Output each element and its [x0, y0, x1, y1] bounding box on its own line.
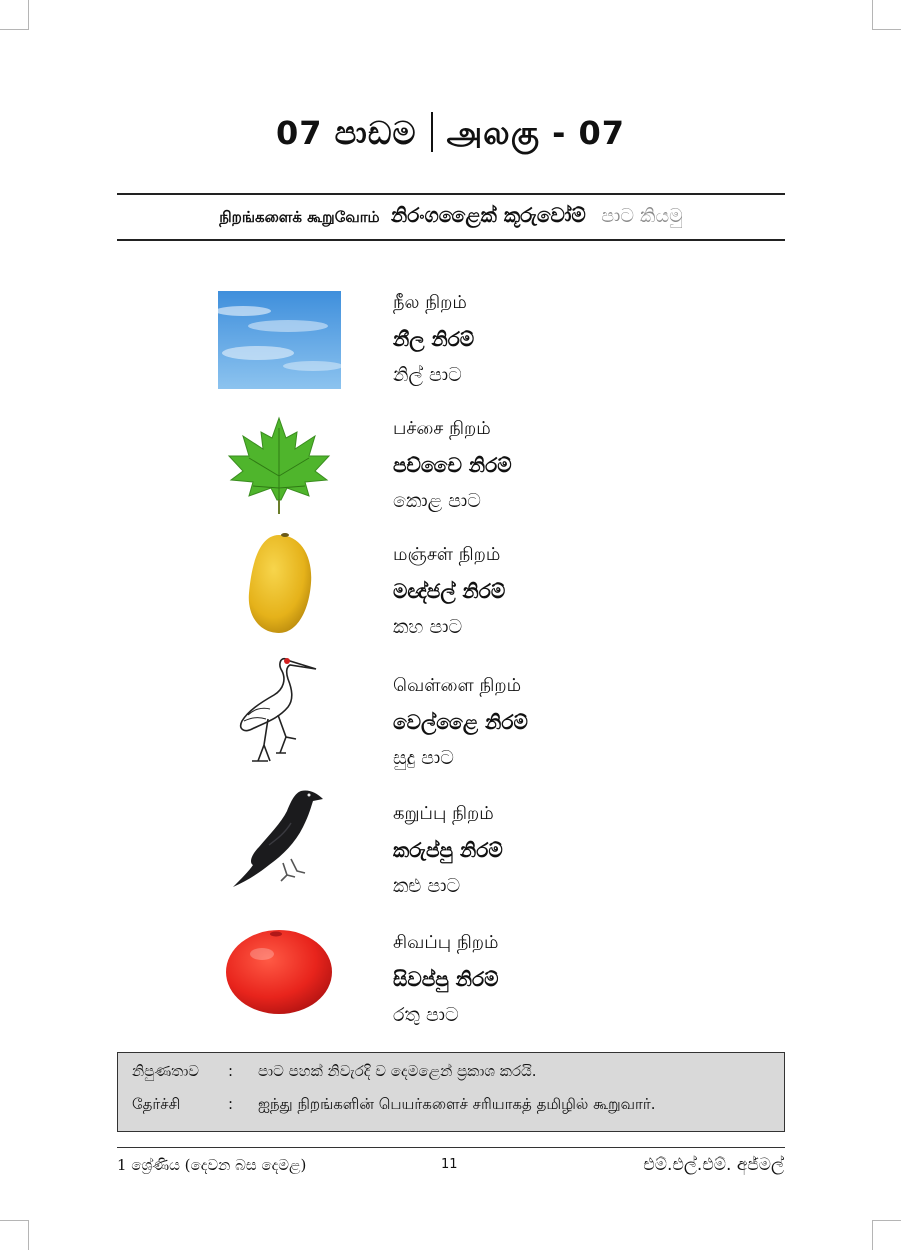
crop-mark — [873, 29, 901, 30]
crop-mark — [0, 1220, 28, 1221]
sinhala-transliteration: පච්චෛ නිරම් — [393, 453, 512, 477]
subtitle-sinhala-transliteration: නිරංගළෛක් කූරුවෝම් — [391, 203, 586, 227]
footer-author: එම්.එල්.එම්. අජ්මල් — [643, 1155, 784, 1175]
crop-mark — [873, 1220, 901, 1221]
tamil-color-name: பச்சை நிறம் — [393, 418, 491, 439]
tamil-color-name: கறுப்பு நிறம் — [393, 803, 494, 824]
competency-text: පාට පහක් නිවැරදි ව දෙමළෙන් ප්‍රකාශ කරයි. — [258, 1062, 537, 1080]
competency-row-sinhala — [132, 1058, 537, 1084]
sinhala-color-name: සුදු පාට — [393, 747, 454, 769]
sinhala-transliteration: මඥ්ජල් නිරම් — [393, 579, 506, 603]
crop-mark — [872, 0, 873, 30]
sinhala-transliteration: කරුප්පු නිරම් — [393, 838, 503, 862]
leaf-image — [217, 411, 341, 521]
tamil-color-name: மஞ்சள் நிறம் — [393, 544, 501, 565]
color-item-blue — [0, 285, 901, 410]
footer-rule — [117, 1147, 785, 1148]
sinhala-color-name: කහ පාට — [393, 616, 463, 638]
competency-text: ஐந்து நிறங்களின் பெயர்களைச் சரியாகத் தமிழில் கூறுவார். — [258, 1095, 656, 1113]
sinhala-color-name: කළු පාට — [393, 875, 461, 897]
tamil-color-name: வெள்ளை நிறம் — [393, 675, 522, 696]
color-item-black — [0, 796, 901, 921]
sinhala-color-name: නිල් පාට — [393, 364, 462, 386]
competency-row-tamil — [132, 1091, 655, 1117]
sky-image — [217, 285, 341, 395]
crop-mark — [872, 1220, 873, 1250]
tamil-color-name: நீல நிறம் — [393, 292, 467, 313]
tomato-image — [217, 915, 341, 1025]
tamil-color-name: சிவப்பு நிறம் — [393, 932, 499, 953]
sinhala-color-name: කොළ පාට — [393, 490, 481, 512]
sinhala-transliteration: නීල නිරම් — [393, 327, 475, 351]
competency-label: නිපුණතාව — [132, 1062, 200, 1080]
crop-mark — [0, 29, 28, 30]
subtitle-bottom-rule — [117, 239, 785, 241]
label-colon: : — [228, 1062, 234, 1080]
color-item-red — [0, 925, 901, 1050]
crane-image — [217, 652, 341, 762]
lesson-subtitle — [117, 203, 785, 228]
crow-image — [217, 782, 341, 892]
label-colon: : — [228, 1095, 234, 1113]
lesson-number-sinhala: 07 පාඩම — [275, 114, 417, 152]
subtitle-tamil: நிறங்களைக் கூறுவோம் — [219, 208, 380, 226]
competency-label: தேர்ச்சி — [132, 1095, 181, 1113]
sinhala-color-name: රතු පාට — [393, 1004, 459, 1026]
color-item-green — [0, 411, 901, 536]
sinhala-transliteration: වෙල්ළෛ නිරම් — [393, 710, 528, 734]
subtitle-top-rule — [117, 193, 785, 195]
crop-mark — [28, 0, 29, 30]
unit-number-tamil: அலகு - 07 — [446, 114, 626, 152]
mango-image — [217, 529, 341, 639]
color-item-yellow — [0, 537, 901, 662]
page-title — [0, 112, 901, 156]
competency-box — [117, 1052, 785, 1132]
crop-mark — [28, 1220, 29, 1250]
footer-grade: 1 ශ්‍රේණිය (දෙවන බස දෙමළ) — [117, 1156, 307, 1174]
title-separator — [431, 112, 433, 152]
color-item-white — [0, 668, 901, 793]
subtitle-sinhala-meaning: පාට කියමු — [601, 205, 683, 227]
page-number: 11 — [441, 1157, 458, 1172]
sinhala-transliteration: සිවප්පු නිරම් — [393, 967, 499, 991]
